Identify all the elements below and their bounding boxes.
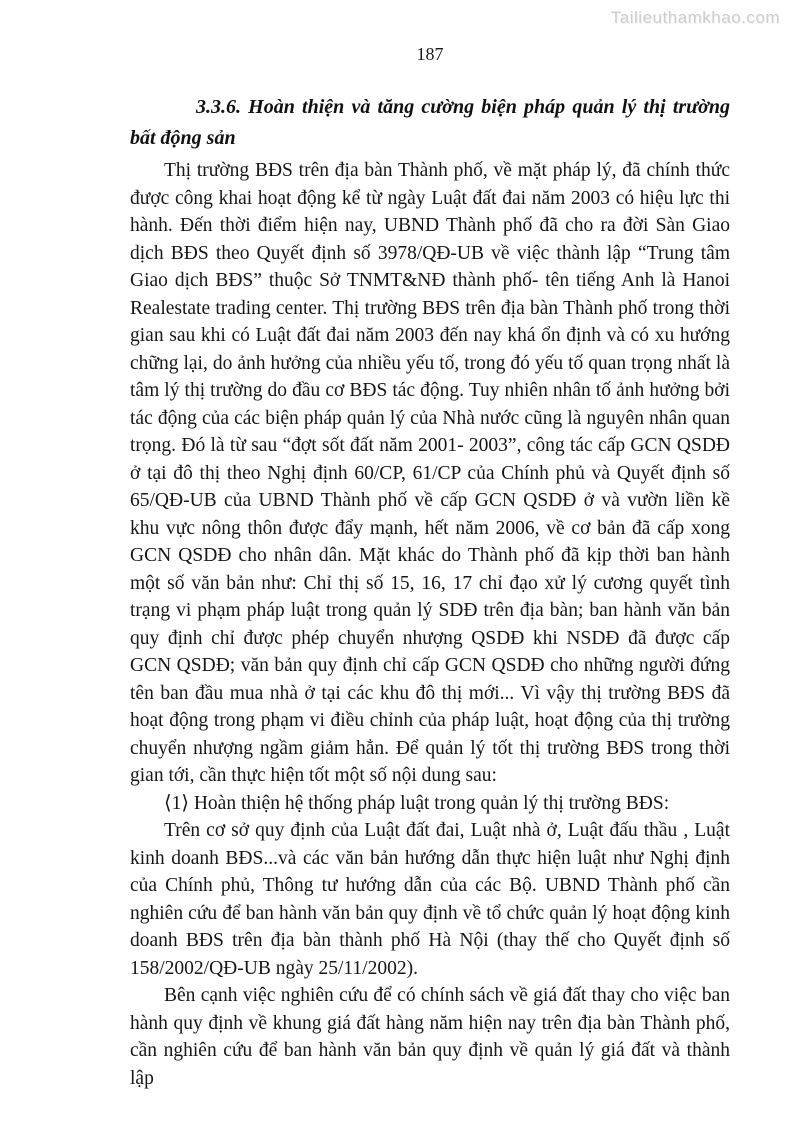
paragraph-land-price: Bên cạnh việc nghiên cứu để có chính sách về giá đất thay cho việc ban hành quy định về khung giá đất hàng năm hiện nay trên địa bàn Thành phố, cần nghiên cứu để ban hành văn bản quy định về quản lý giá đất và thành lập xyxy=(130,985,730,1089)
paragraph-legal-basis: Trên cơ sở quy định của Luật đất đai, Luật nhà ở, Luật đấu thầu , Luật kinh doanh BĐS...và các văn bản hướng dẫn thực hiện luật như Nghị định của Chính phủ, Thông tư hướng dẫn của các Bộ. UBND Thành phố cần nghiên cứu để ban hành văn bản quy định về tổ chức quản lý hoạt động kinh doanh BĐS trên địa bàn thành phố Hà Nội (thay thế cho Quyết định số 158/2002/QĐ-UB ngày 25/11/2002). xyxy=(130,820,730,979)
page-number: 187 xyxy=(416,44,444,64)
page-content xyxy=(130,92,730,1092)
body-text xyxy=(130,157,730,1092)
paragraph-item-1: ⟨1⟩ Hoàn thiện hệ thống pháp luật trong quản lý thị trường BĐS: xyxy=(164,792,670,814)
section-heading: 3.3.6. Hoàn thiện và tăng cường biện pháp quản lý thị trường bất động sản xyxy=(130,96,730,149)
paragraph-intro: Thị trường BĐS trên địa bàn Thành phố, về mặt pháp lý, đã chính thức được công khai hoạt động kể từ ngày Luật đất đai năm 2003 có hiệu lực thi hành. Đến thời điểm hiện nay, UBND Thành phố đã cho ra đời Sàn Giao dịch BĐS theo Quyết định số 3978/QĐ-UB về việc thành lập “Trung tâm Giao dịch BĐS” thuộc Sở TNMT&NĐ thành phố- tên tiếng Anh là Hanoi Realestate trading center. Thị trường BĐS trên địa bàn Thành phố trong thời gian sau khi có Luật đất đai năm 2003 đến nay khá ổn định và có xu hướng chững lại, do ảnh hưởng của nhiều yếu tố, trong đó yếu tố quan trọng nhất là tâm lý thị trường do đầu cơ BĐS tác động. Tuy nhiên nhân tố ảnh hưởng bởi tác động của các biện pháp quản lý của Nhà nước cũng là nguyên nhân quan trọng. Đó là từ sau “đợt sốt đất năm 2001- 2003”, công tác cấp GCN QSDĐ ở tại đô thị theo Nghị định 60/CP, 61/CP của Chính phủ và Quyết định số 65/QĐ-UB của UBND Thành phố về cấp GCN QSDĐ ở và vườn liền kề khu vực nông thôn được đẩy mạnh, hết năm 2006, về cơ bản đã cấp xong GCN QSDĐ cho nhân dân. Mặt khác do Thành phố đã kịp thời ban hành một số văn bản như: Chỉ thị số 15, 16, 17 chỉ đạo xử lý cương quyết tình trạng vi phạm pháp luật trong quản lý SDĐ trên địa bàn; ban hành văn bản quy định chỉ được phép chuyển nhượng QSDĐ khi NSDĐ đã được cấp GCN QSDĐ; văn bản quy định chỉ cấp GCN QSDĐ cho những người đứng tên ban đầu mua nhà ở tại các khu đô thị mới... Vì vậy thị trường BĐS đã hoạt động trong phạm vi điều chỉnh của pháp luật, hoạt động của thị trường chuyển nhượng ngầm giảm hẳn. Để quản lý tốt thị trường BĐS trong thời gian tới, cần thực hiện tốt một số nội dung sau: xyxy=(130,160,730,786)
watermark-text: Tailieuthamkhao.com xyxy=(610,8,780,27)
